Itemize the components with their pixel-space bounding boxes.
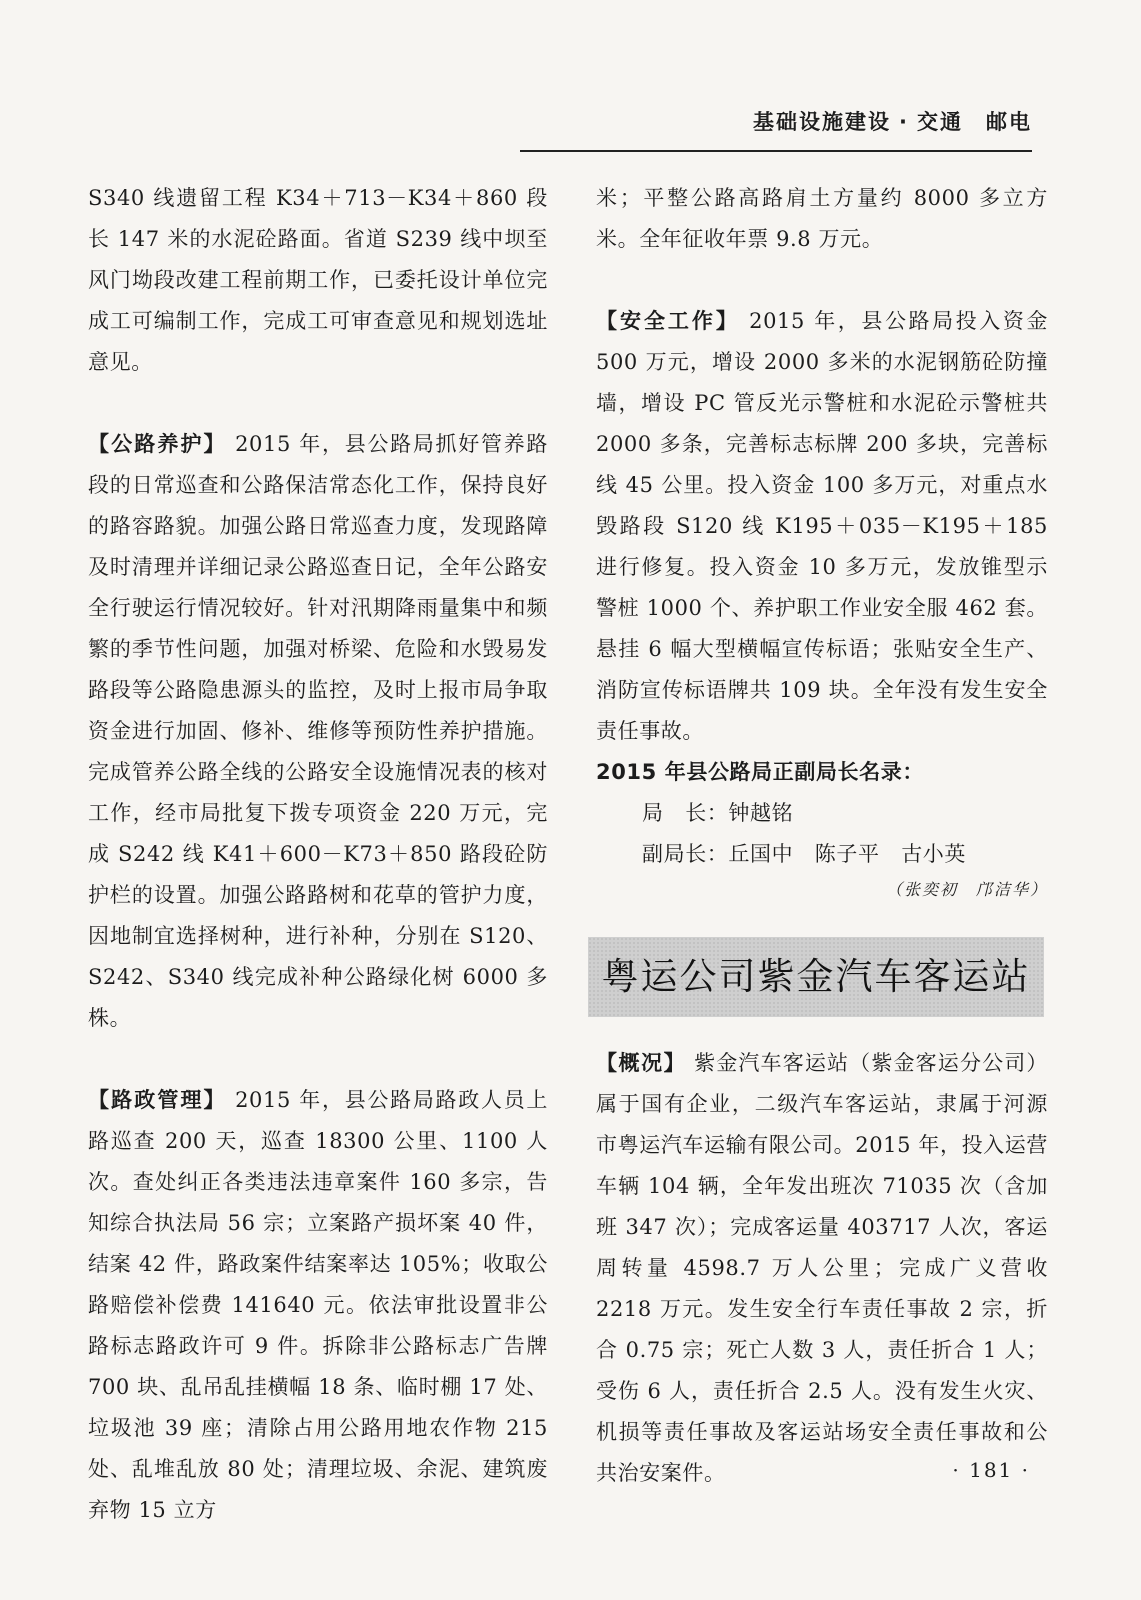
paragraph-continued-right: 米；平整公路高路肩土方量约 8000 多立方米。全年征收年票 9.8 万元。	[596, 186, 1048, 251]
heading-road-maintenance: 【公路养护】	[88, 432, 227, 456]
text-road-administration: 2015 年，县公路局路政人员上路巡查 200 天，巡查 18300 公里、1100 人次。查处纠正各类违法违章案件 160 多宗，告知综合执法局 56 宗；立案路产损坏案 40 件，结案 42 件，路政案件结案率达 105%；收取公路赔偿补偿费 141640 元。依法审批设置非公路标志路政许可 9 件。拆除非公路标志广告牌 700 块、乱吊乱挂横幅 18 条、临时棚 17 处、垃圾池 39 座；清除占用公路用地农作物 215 处、乱堆乱放 80 处；清理垃圾、余泥、建筑废弃物 15 立方	[88, 1088, 549, 1522]
director-list-title: 2015 年县公路局正副局长名录：	[596, 760, 924, 784]
paragraph-overview	[596, 1043, 1048, 1494]
header-subsection: 交通 邮电	[917, 110, 1032, 134]
header-rule	[520, 150, 1032, 152]
section-banner-title: 粤运公司紫金汽车客运站	[601, 955, 1031, 998]
header-dot: ·	[899, 110, 909, 134]
author-credit: （张奕初 邝洁华）	[885, 880, 1048, 899]
paragraph-road-maintenance	[88, 424, 548, 1039]
header-section: 基础设施建设	[753, 110, 892, 134]
heading-road-administration: 【路政管理】	[88, 1088, 227, 1112]
paragraph-safety	[596, 301, 1048, 752]
running-header	[520, 106, 1032, 136]
text-overview: 紫金汽车客运站（紫金客运分公司）属于国有企业，二级汽车客运站，隶属于河源市粤运汽车运输有限公司。2015 年，投入运营车辆 104 辆，全年发出班次 71035 次（含加班 347 次）；完成客运量 403717 人次，客运周转量 4598.7 万人公里；完成广义营收 2218 万元。发生安全行车责任事故 2 宗，折合 0.75 宗；死亡人数 3 人，责任折合 1 人；受伤 6 人，责任折合 2.5 人。没有发生火灾、机损等责任事故及客运站场安全责任事故和公共治安案件。	[596, 1051, 1049, 1485]
left-column	[88, 178, 548, 1531]
paragraph-road-administration	[88, 1080, 548, 1531]
heading-overview: 【概况】	[596, 1051, 687, 1075]
spacer	[88, 383, 548, 424]
deputy-director-row: 副局长：丘国中 陈子平 古小英	[642, 842, 966, 866]
director-row: 局 长：钟越铭	[642, 801, 794, 825]
heading-safety: 【安全工作】	[596, 309, 740, 333]
page-number: · 181 ·	[952, 1458, 1030, 1482]
spacer	[596, 260, 1048, 301]
text-road-maintenance: 2015 年，县公路局抓好管养路段的日常巡查和公路保洁常态化工作，保持良好的路容路貌。加强公路日常巡查力度，发现路障及时清理并详细记录公路巡查日记，全年公路安全行驶运行情况较好。针对汛期降雨量集中和频繁的季节性问题，加强对桥梁、危险和水毁易发路段等公路隐患源头的监控，及时上报市局争取资金进行加固、修补、维修等预防性养护措施。完成管养公路全线的公路安全设施情况表的核对工作，经市局批复下拨专项资金 220 万元，完成 S242 线 K41＋600－K73＋850 路段砼防护栏的设置。加强公路路树和花草的管护力度，因地制宜选择树种，进行补种，分别在 S120、S242、S340 线完成补种公路绿化树 6000 多株。	[88, 432, 549, 1030]
right-column	[596, 178, 1048, 1494]
spacer	[88, 1039, 548, 1080]
text-safety: 2015 年，县公路局投入资金 500 万元，增设 2000 多米的水泥钢筋砼防撞墙，增设 PC 管反光示警桩和水泥砼示警桩共 2000 多条，完善标志标牌 200 多块，完善标线 45 公里。投入资金 100 多万元，对重点水毁路段 S120 线 K195＋035－K195＋185 进行修复。投入资金 10 多万元，发放锥型示警桩 1000 个、养护职工作业安全服 462 套。悬挂 6 幅大型横幅宣传标语；张贴安全生产、消防宣传标语牌共 109 块。全年没有发生安全责任事故。	[596, 309, 1049, 743]
paragraph-continued: S340 线遗留工程 K34＋713－K34＋860 段长 147 米的水泥砼路面。省道 S239 线中坝至风门坳段改建工程前期工作，已委托设计单位完成工可编制工作，完成工可审查意见和规划选址意见。	[88, 186, 548, 374]
section-banner	[588, 937, 1044, 1017]
